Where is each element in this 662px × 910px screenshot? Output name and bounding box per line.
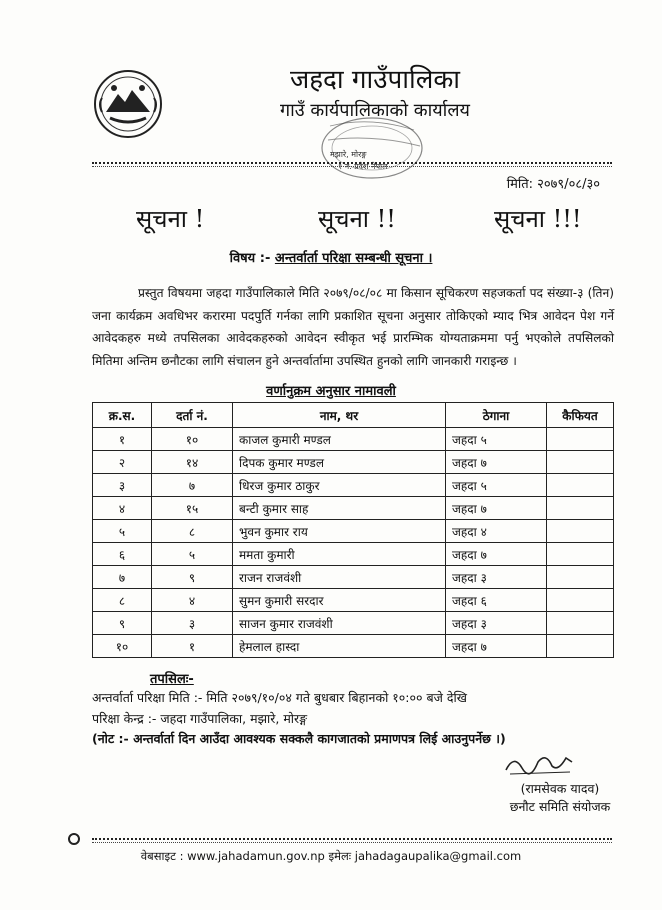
header-serial: क्र.स. (93, 403, 152, 428)
cell-name: हेमलाल हास्दा (233, 635, 446, 658)
table-row (93, 566, 614, 589)
notice-heading-1: सूचना ! (136, 205, 205, 233)
footer-divider (92, 838, 612, 840)
subject-text: अन्तर्वार्ता परिक्षा सम्बन्धी सूचना । (274, 251, 433, 266)
document-date: मिति: २०७९/०८/३० (506, 177, 600, 192)
list-title: वर्णानुक्रम अनुसार नामावली (266, 384, 396, 399)
cell-address: जहदा ७ (446, 497, 547, 520)
cell-address: जहदा ७ (446, 451, 547, 474)
table-header-row (93, 403, 614, 428)
cell-address: जहदा ७ (446, 635, 547, 658)
cell-registration: १ (152, 635, 233, 658)
cell-registration: ९ (152, 566, 233, 589)
header-registration: दर्ता नं. (152, 403, 233, 428)
table-row (93, 520, 614, 543)
cell-address: जहदा ५ (446, 428, 547, 451)
cell-address: जहदा ७ (446, 543, 547, 566)
cell-name: काजल कुमारी मण्डल (233, 428, 446, 451)
cell-address: जहदा ४ (446, 520, 547, 543)
cell-serial: ३ (93, 474, 152, 497)
table-row (93, 497, 614, 520)
cell-name: धिरज कुमार ठाकुर (233, 474, 446, 497)
office-name: गाउँ कार्यपालिकाको कार्यालय (280, 100, 470, 121)
cell-name: सुमन कुमारी सरदार (233, 589, 446, 612)
cell-serial: २ (93, 451, 152, 474)
table-row (93, 428, 614, 451)
cell-name: भुवन कुमार राय (233, 520, 446, 543)
cell-remarks (547, 428, 614, 451)
cell-remarks (547, 566, 614, 589)
cell-remarks (547, 520, 614, 543)
subject-prefix: विषय :- (229, 251, 271, 266)
signature-mark (500, 748, 580, 778)
corner-mark-icon (68, 832, 80, 846)
header-remarks: कैफियत (547, 403, 614, 428)
signer-name: (रामसेवक यादव) (520, 781, 600, 796)
cell-registration: १० (152, 428, 233, 451)
footer-contact: वेबसाइट : www.jahadamun.gov.np इमेलः jahadagaupalika@gmail.com (140, 849, 522, 863)
cell-registration: १४ (152, 451, 233, 474)
cell-serial: १ (93, 428, 152, 451)
candidate-table (92, 402, 614, 658)
cell-remarks (547, 474, 614, 497)
cell-name: ममता कुमारी (233, 543, 446, 566)
cell-name: दिपक कुमार मण्डल (233, 451, 446, 474)
cell-serial: ४ (93, 497, 152, 520)
cell-serial: ५ (93, 520, 152, 543)
footer-divider-secondary (92, 842, 612, 843)
cell-registration: ८ (152, 520, 233, 543)
cell-serial: १० (93, 635, 152, 658)
cell-remarks (547, 589, 614, 612)
cell-registration: ४ (152, 589, 233, 612)
cell-remarks (547, 612, 614, 635)
table-row (93, 589, 614, 612)
stamp-text-1: मझारे, मोरङ्ग (330, 150, 367, 159)
cell-name: बन्टी कुमार साह (233, 497, 446, 520)
header-name: नाम, थर (233, 403, 446, 428)
cell-remarks (547, 543, 614, 566)
cell-registration: ३ (152, 612, 233, 635)
header-address: ठेगाना (446, 403, 547, 428)
table-row (93, 451, 614, 474)
interview-date-line: अन्तर्वार्ता परिक्षा मिति :- मिति २०७९/१०/०४ गते बुधबार बिहानको १०:०० बजे देखि (92, 690, 467, 705)
cell-remarks (547, 635, 614, 658)
cell-serial: ९ (93, 612, 152, 635)
subject-line (0, 248, 662, 266)
cell-address: जहदा ५ (446, 474, 547, 497)
cell-address: जहदा ६ (446, 589, 547, 612)
table-row (93, 612, 614, 635)
cell-serial: ८ (93, 589, 152, 612)
nepal-emblem-icon (92, 68, 164, 140)
cell-name: साजन कुमार राजवंशी (233, 612, 446, 635)
table-row (93, 635, 614, 658)
office-stamp-icon (310, 112, 430, 184)
cell-registration: १५ (152, 497, 233, 520)
notice-heading-3: सूचना !!! (494, 205, 582, 233)
table-row (93, 474, 614, 497)
cell-registration: ५ (152, 543, 233, 566)
cell-serial: ६ (93, 543, 152, 566)
tapsil-title: तपसिलः- (150, 672, 194, 687)
table-row (93, 543, 614, 566)
cell-registration: ७ (152, 474, 233, 497)
header-divider-secondary (92, 166, 612, 167)
org-name: जहदा गाउँपालिका (289, 65, 461, 95)
notice-heading-2: सूचना !! (318, 205, 396, 233)
cell-remarks (547, 451, 614, 474)
body-paragraph: प्रस्तुत विषयमा जहदा गाउँपालिकाले मिति २०७९/०८/०८ मा किसान सूचिकरण सहजकर्ता पद संख्या-३ (तिन) जना कार्यक्रम अवधिभर करारमा पदपुर्ति गर्नका लागि प्रकाशित सूचना अनुसार तोकिएको म्याद भित्र आवेदन पेश गर्ने आवेदकहरु मध्ये तपसिलका आवेदकहरुको आवेदन स्वीकृत भई प्रारम्भिक योग्यताक्रममा पर्नु भएकोले तपसिलको मितिमा अन्तिम छनौटका लागि संचालन हुने अन्तर्वार्तामा उपस्थित हुनको लागि जानकारी गराइन्छ । (92, 286, 614, 368)
cell-remarks (547, 497, 614, 520)
header-divider (92, 162, 612, 164)
note-line: (नोट :- अन्तर्वार्ता दिन आउँदा आवश्यक सक्कलै कागजातको प्रमाणपत्र लिई आउनुपर्नेछ ।) (92, 731, 506, 746)
exam-center-line: परिक्षा केन्द्र :- जहदा गाउँपालिका, मझारे, मोरङ्ग (92, 711, 308, 726)
signer-title: छनौट समिति संयोजक (509, 799, 611, 814)
cell-serial: ७ (93, 566, 152, 589)
cell-address: जहदा ३ (446, 612, 547, 635)
cell-name: राजन राजवंशी (233, 566, 446, 589)
cell-address: जहदा ३ (446, 566, 547, 589)
stamp-text-2: १ नं. प्रदेश नेपाल (338, 162, 388, 171)
